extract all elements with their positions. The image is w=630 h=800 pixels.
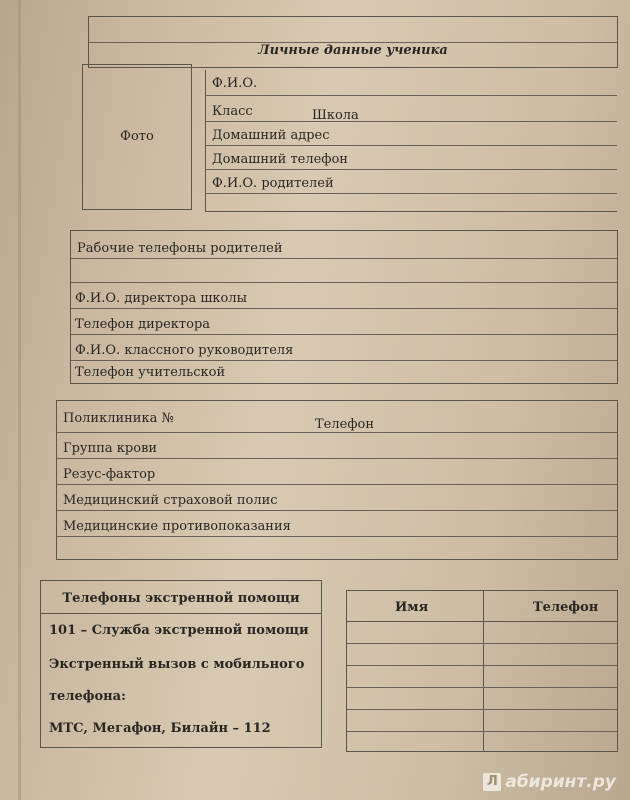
clinic-label: Поликлиника № [63, 411, 174, 426]
contacts-table [346, 590, 618, 752]
insurance-row [57, 485, 617, 511]
contacts-block [70, 230, 618, 384]
blood-group-row [57, 433, 617, 459]
contraindications-row [57, 511, 617, 537]
emergency-line-4: МТС, Мегафон, Билайн – 112 [49, 721, 271, 736]
home-phone-row [206, 146, 617, 170]
labirint-logo-icon: Л [483, 773, 501, 791]
blank-row [71, 259, 617, 283]
school-label: Школа [312, 108, 359, 123]
table-row [347, 643, 617, 666]
emergency-header [41, 581, 321, 614]
clinic-phone-label: Телефон [315, 417, 374, 432]
col-phone-header: Телефон [533, 600, 599, 615]
watermark-text: абиринт.ру [505, 772, 616, 792]
rhesus-row [57, 459, 617, 485]
parents-fio-row [206, 170, 617, 194]
parents-fio-label: Ф.И.О. родителей [212, 176, 334, 191]
parents-work-phones-label: Рабочие телефоны родителей [77, 241, 283, 256]
director-fio-row [71, 283, 617, 309]
col-name-header: Имя [395, 600, 429, 615]
medical-block [56, 400, 618, 560]
parents-work-phones-row [71, 231, 617, 259]
emergency-line-3: телефона: [49, 689, 126, 704]
teacher-fio-row [71, 335, 617, 361]
personal-info-block [205, 70, 617, 212]
home-phone-label: Домашний телефон [212, 152, 348, 167]
watermark [483, 772, 616, 792]
photo-label: Фото [120, 129, 154, 144]
table-row [347, 687, 617, 710]
photo-frame [82, 64, 192, 210]
rhesus-label: Резус-фактор [63, 467, 156, 482]
fio-row [206, 70, 617, 96]
director-fio-label: Ф.И.О. директора школы [75, 291, 247, 306]
class-label: Класс [212, 104, 253, 119]
table-row [347, 665, 617, 688]
director-phone-label: Телефон директора [75, 317, 211, 332]
page-title: Личные данные ученика [258, 43, 448, 58]
address-label: Домашний адрес [212, 128, 330, 143]
emergency-line-1: 101 – Служба экстренной помощи [49, 623, 309, 638]
table-header [347, 591, 617, 622]
page-edge [18, 0, 21, 800]
fio-label: Ф.И.О. [212, 76, 258, 91]
director-phone-row [71, 309, 617, 335]
emergency-phones-box [40, 580, 322, 748]
table-row [347, 709, 617, 732]
emergency-line-2: Экстренный вызов с мобильного [49, 657, 305, 672]
table-row [347, 621, 617, 644]
clinic-row [57, 401, 617, 433]
class-row [206, 96, 617, 122]
emergency-title: Телефоны экстренной помощи [62, 591, 300, 606]
contraindications-label: Медицинские противопоказания [63, 519, 291, 534]
insurance-label: Медицинский страховой полис [63, 493, 278, 508]
staffroom-phone-label: Телефон учительской [75, 365, 226, 380]
header-line [89, 17, 617, 43]
address-row [206, 122, 617, 146]
header-box [88, 16, 618, 68]
teacher-fio-label: Ф.И.О. классного руководителя [75, 343, 294, 358]
blood-group-label: Группа крови [63, 441, 158, 456]
